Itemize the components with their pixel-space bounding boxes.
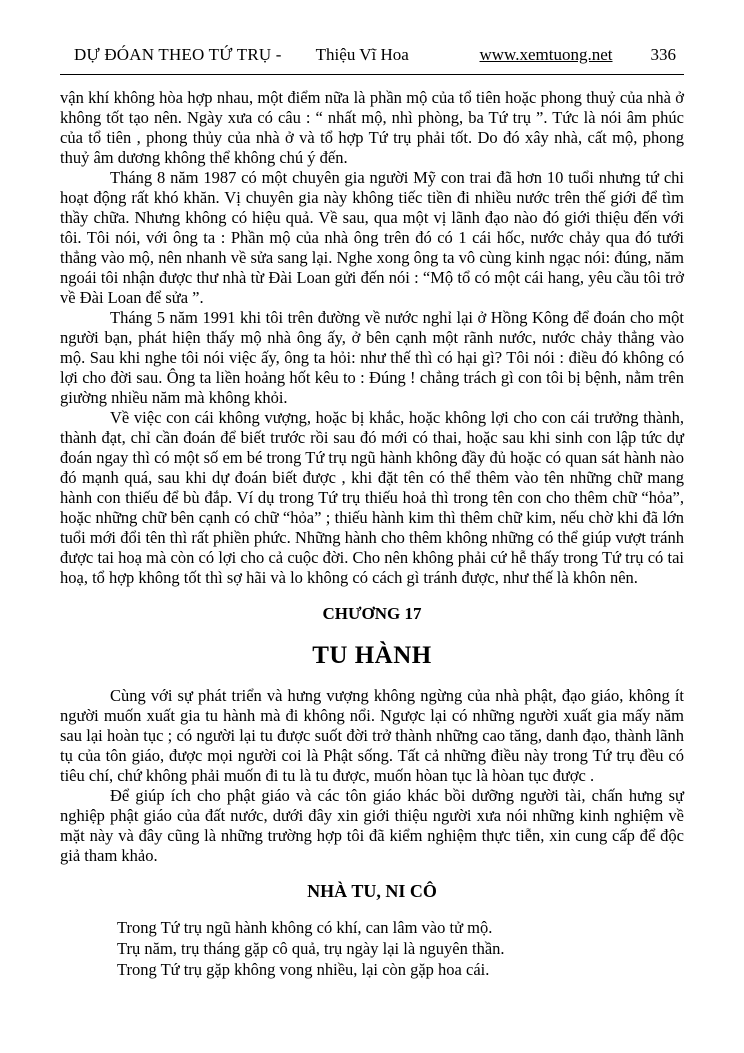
page-body (60, 88, 684, 980)
verse-line: Trong Tứ trụ gặp không vong nhiều, lại còn gặp hoa cái. (117, 960, 490, 979)
chapter-title-heading: TU HÀNH (312, 642, 432, 669)
page-number: 336 (650, 45, 676, 64)
author-name: Thiệu Vĩ Hoa (315, 45, 409, 64)
paragraph-continuation: vận khí không hòa hợp nhau, một điểm nữa là phần mộ của tổ tiên hoặc phong thuỷ của nhà ở không tốt tạo nên. Ngày xưa có câu : “ nhất mộ, nhì phòng, ba Tứ trụ ”. Tức là nói âm phúc của tổ tiên , phong thủy của nhà ở và tổ hợp Tứ trụ phải tốt. Do đó xây nhà, cất mộ, phong thuỷ âm dương không thể không chú ý đến. (60, 88, 684, 167)
verse-line: Trụ năm, trụ tháng gặp cô quả, trụ ngày lại là nguyên thần. (117, 939, 505, 958)
paragraph: Để giúp ích cho phật giáo và các tôn giáo khác bồi dưỡng người tài, chấn hưng sự nghiệp phật giáo của đất nước, dưới đây xin giới thiệu người xưa nói những kinh nghiệm về mặt này và đây cũng là những trường hợp tôi đã kiểm nghiệm thực tiễn, xin cung cấp để độc giả tham khảo. (60, 786, 684, 865)
header-divider (60, 74, 684, 75)
verse-block (117, 917, 684, 980)
paragraph: Tháng 5 năm 1991 khi tôi trên đường về nước nghỉ lại ở Hồng Kông để đoán cho một người bạn, phát hiện thấy mộ nhà ông ấy, ở bên cạnh một rãnh nước, nước chảy thẳng vào mộ. Sau khi nghe tôi nói việc ấy, ông ta hỏi: như thế thì có hại gì? Tôi nói : điều đó không có lợi cho đời sau. Ông ta liền hoảng hốt kêu to : Đúng ! chẳng trách gì con tôi bị bệnh, nằm trên giường nhiều năm mà không khỏi. (60, 308, 684, 407)
paragraph: Tháng 8 năm 1987 có một chuyên gia người Mỹ con trai đã hơn 10 tuổi nhưng tứ chi hoạt động rất khó khăn. Vị chuyên gia này không tiếc tiền đi nhiều nước trên thế giới để tìm thầy chữa. Nhưng không có hiệu quả. Về sau, qua một vị lãnh đạo nào đó giới thiệu đến với tôi. Tôi nói, với ông ta : Phần mộ của nhà ông trên đó có 1 cái hốc, nước chảy qua đó tưới thẳng vào mộ, nên nhanh về sửa sang lại. Nghe xong ông ta vô cùng kinh ngạc nói: đúng, năm ngoái tôi nhận được thư nhà từ Đài Loan gửi đến nói : “Mộ tổ có một cái hang, yêu cầu tôi trở về Đài Loan để sửa ”. (60, 168, 684, 307)
website-link[interactable]: www.xemtuong.net (479, 45, 613, 64)
verse-line: Trong Tứ trụ ngũ hành không có khí, can lâm vào tử mộ. (117, 918, 493, 937)
page-header (60, 0, 684, 65)
section-heading: NHÀ TU, NI CÔ (307, 881, 437, 901)
paragraph: Cùng với sự phát triển và hưng vượng không ngừng của nhà phật, đạo giáo, không ít người muốn xuất gia tu hành mà đi không nổi. Ngược lại có những người xuất gia mấy năm sau lại hoàn tục ; có người lại tu được suốt đời trở thành những cao tăng, danh đạo, thành lãnh tụ của tôn giáo, được mọi người coi là Phật sống. Tất cả những điều này trong Tứ trụ đều có tiêu chí, chứ không phải muốn đi tu là tu được, muốn hòan tục là hòan tục được . (60, 686, 684, 785)
chapter-number-heading: CHƯƠNG 17 (322, 604, 422, 623)
paragraph: Về việc con cái không vượng, hoặc bị khắc, hoặc không lợi cho con cái trưởng thành, thành đạt, chỉ cần đoán để biết trước rồi sau đó mới có thai, hoặc sau khi sinh con lập tức dự đoán ngay thì có một số em bé trong Tứ trụ ngũ hành không đầy đủ hoặc có quan sát hành nào đó mạnh quá, sau khi dự đoán biết được , khi đặt tên có thể thêm vào tên những chữ mang hành con thiếu để bù đắp. Ví dụ trong Tứ trụ thiếu hoả thì trong tên con cho thêm chữ “hỏa”, hoặc những chữ bên cạnh có chữ “hỏa” ; thiếu hành kim thì thêm chữ kim, nếu chờ khi đã lớn tuổi mới đổi tên thì rất phiền phức. Những hành cho thêm không những có thể giúp vượt tránh được tai hoạ mà còn có lợi cho cả cuộc đời. Cho nên không phải cứ hễ thấy trong Tứ trụ có tai hoạ, tổ hợp không tốt thì sợ hãi và lo không có cách gì tránh được, như thế là khôn nên. (60, 408, 684, 587)
book-title: DỰ ĐÓAN THEO TỨ TRỤ - (74, 45, 282, 64)
